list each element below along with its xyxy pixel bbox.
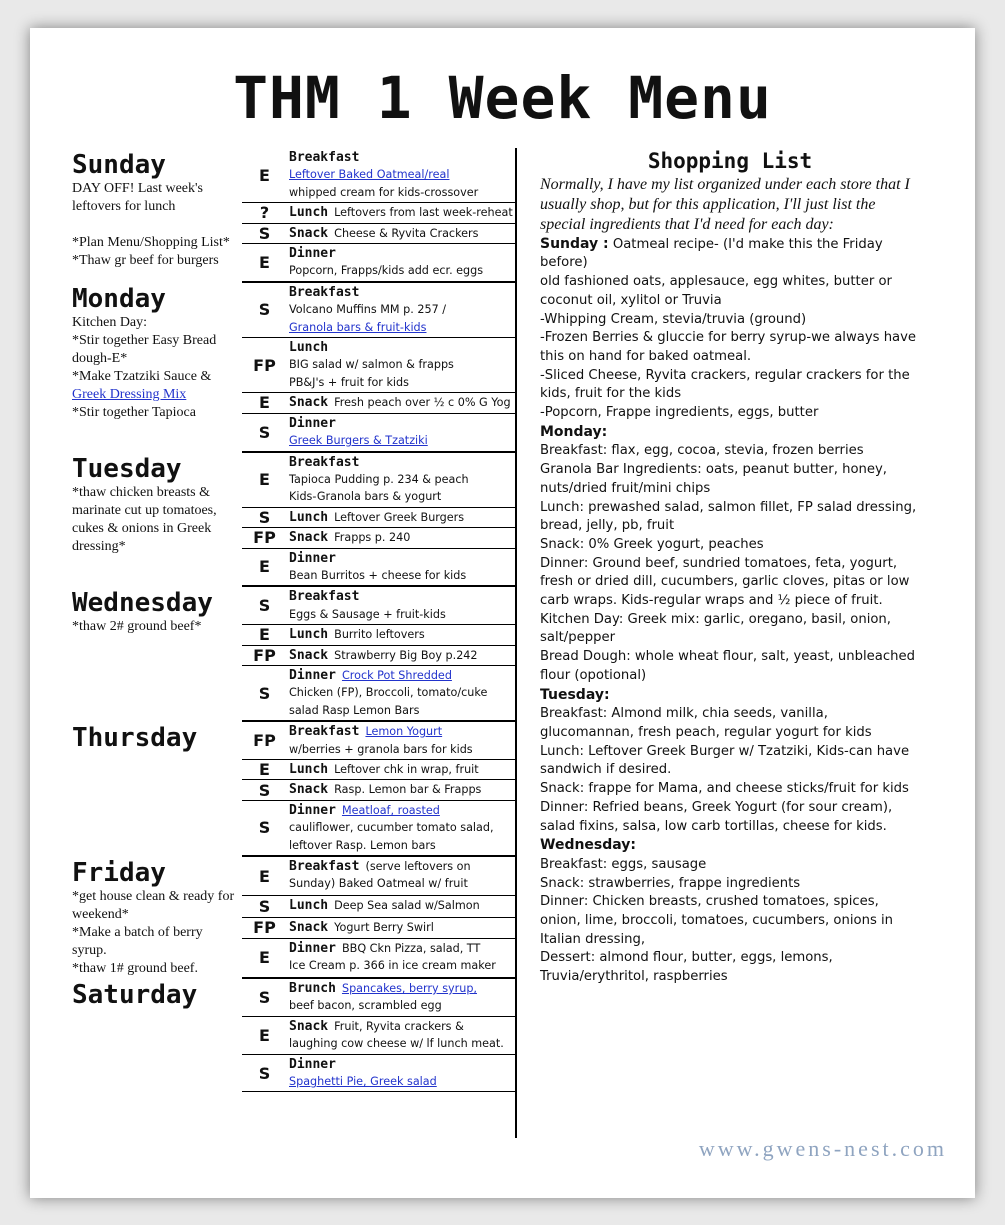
day-note: *Thaw gr beef for burgers <box>72 253 219 268</box>
meal-text: Fruit, Ryvita crackers & <box>334 1019 464 1033</box>
meal-label-line <box>289 454 517 471</box>
day-cell-sunday <box>72 148 242 282</box>
meal-label-line <box>289 509 517 526</box>
meal-cell <box>287 528 517 548</box>
meal-type-code: E <box>242 452 287 508</box>
meal-cell <box>287 917 517 938</box>
meal-cell <box>287 586 517 624</box>
shopping-item: Dinner: Ground beef, sundried tomatoes, feta, yogurt, fresh or dried dill, cucumbers, garlic cloves, pitas or low carb wraps. Kids-regular wraps and ½ piece of fruit. <box>540 555 910 609</box>
meal-text: Deep Sea salad w/Salmon <box>334 899 480 913</box>
day-notes <box>72 618 238 636</box>
day-name: Monday <box>72 283 166 314</box>
meal-label-line <box>289 550 517 567</box>
page-title: THM 1 Week Menu <box>233 64 772 132</box>
meal-text[interactable]: Meatloaf, roasted <box>341 803 440 817</box>
shopping-item: Breakfast: flax, egg, cocoa, stevia, frozen berries <box>540 443 864 459</box>
shopping-item: -Popcorn, Frappe ingredients, eggs, butter <box>540 405 819 421</box>
meal-text: cauliflower, cucumber tomato salad, <box>289 821 494 835</box>
shopping-item: old fashioned oats, applesauce, egg whites, butter or coconut oil, xylitol or Truvia <box>540 274 892 308</box>
meal-cell <box>287 1016 517 1054</box>
meal-text: Sunday) Baked Oatmeal w/ fruit <box>289 877 468 891</box>
meal-label: Lunch <box>289 205 329 221</box>
meal-label: Breakfast <box>289 589 360 605</box>
shopping-section: Sunday : Oatmeal recipe- (I'd make this the Friday before) <box>540 235 883 271</box>
meal-type-code: S <box>242 1054 287 1092</box>
meal-text[interactable]: Crock Pot Shredded <box>341 668 452 682</box>
shopping-section <box>540 686 920 706</box>
day-note: *Make Tzatziki Sauce & <box>72 368 212 384</box>
site-watermark: www.gwens-nest.com <box>698 1136 947 1161</box>
shopping-item: Lunch: Leftover Greek Burger w/ Tzatziki, Kids-can have sandwich if desired. <box>540 743 910 778</box>
meal-cell <box>287 978 517 1016</box>
meal-label-line <box>289 980 517 997</box>
meal-text: salad Rasp Lemon Bars <box>289 703 420 717</box>
menu-page <box>30 28 975 1198</box>
meal-label: Lunch <box>289 509 329 525</box>
day-note: DAY OFF! Last week's leftovers for lunch <box>72 181 203 214</box>
meal-text: whipped cream for kids-crossover <box>289 185 479 199</box>
meal-type-code: E <box>242 938 287 978</box>
menu-row <box>72 282 517 338</box>
shopping-day-heading: Monday: <box>540 423 608 440</box>
day-notes <box>72 484 238 556</box>
meal-label-line <box>289 1056 517 1073</box>
day-name: Saturday <box>72 980 198 1011</box>
day-name: Tuesday <box>72 453 182 484</box>
menu-row <box>72 856 517 896</box>
meal-text: Rasp. Lemon bar & Frapps <box>334 783 482 797</box>
day-note: *Stir together Easy Bread dough-E* <box>72 332 217 366</box>
meal-cell <box>287 938 517 978</box>
meal-label-line <box>289 149 517 166</box>
meal-cell <box>287 223 517 243</box>
day-notes <box>72 314 238 422</box>
meal-text: Burrito leftovers <box>334 628 425 642</box>
meal-cell <box>287 244 517 282</box>
meal-type-code: FP <box>242 645 287 665</box>
day-cell-friday <box>72 856 242 978</box>
day-name: Friday <box>72 858 166 889</box>
meal-text: Bean Burritos + cheese for kids <box>289 568 467 582</box>
meal-label-line <box>289 626 517 643</box>
shopping-item: Dessert: almond flour, butter, eggs, lemons, Truvia/erythritol, raspberries <box>540 950 833 985</box>
shopping-day-heading: Sunday : <box>540 235 609 252</box>
shopping-item: Snack: strawberries, frappe ingredients <box>540 875 801 891</box>
meal-type-code: E <box>242 548 287 586</box>
meal-text: (serve leftovers on <box>365 860 471 874</box>
meal-label-line <box>289 204 517 221</box>
shopping-item: Snack: 0% Greek yogurt, peaches <box>540 536 764 552</box>
meal-cell <box>287 645 517 665</box>
day-note: *Plan Menu/Shopping List* <box>72 235 230 250</box>
meal-label-line <box>289 897 517 914</box>
meal-type-code: FP <box>242 528 287 548</box>
meal-label: Breakfast <box>289 859 360 875</box>
meal-label-line <box>289 667 517 684</box>
day-note: Kitchen Day: <box>72 314 148 330</box>
meal-type-code: S <box>242 223 287 243</box>
meal-cell <box>287 452 517 508</box>
shopping-item: Dinner: Chicken breasts, crushed tomatoes, spices, onion, lime, broccoli, tomatoes, cucumbers, onions in Italian dressing, <box>540 894 894 947</box>
meal-text: Strawberry Big Boy p.242 <box>334 648 478 662</box>
meal-label: Snack <box>289 225 329 241</box>
meal-text: Leftovers from last week-reheat <box>334 206 513 220</box>
meal-type-code: S <box>242 413 287 451</box>
meal-text: w/berries + granola bars for kids <box>289 742 473 756</box>
day-cell-wednesday <box>72 586 242 721</box>
weekly-menu-table <box>72 148 517 1092</box>
meal-text: Eggs & Sausage + fruit-kids <box>289 607 446 621</box>
meal-label: Breakfast <box>289 284 360 300</box>
shopping-section <box>540 836 920 856</box>
meal-type-code: FP <box>242 721 287 759</box>
meal-text: BIG salad w/ salmon & frapps <box>289 358 454 372</box>
shopping-item: Breakfast: eggs, sausage <box>540 856 707 872</box>
meal-text[interactable]: Spancakes, berry syrup, <box>341 982 477 996</box>
meal-label: Dinner <box>289 246 336 262</box>
shopping-list <box>540 149 920 987</box>
meal-type-code: S <box>242 282 287 338</box>
meal-cell <box>287 625 517 645</box>
meal-text: Kids-Granola bars & yogurt <box>289 490 442 504</box>
meal-text: Leftover chk in wrap, fruit <box>334 763 479 776</box>
meal-text: Volcano Muffins MM p. 257 / <box>289 303 447 317</box>
meal-label: Brunch <box>289 981 336 997</box>
meal-label: Lunch <box>289 898 329 914</box>
meal-label: Lunch <box>289 627 329 643</box>
meal-cell <box>287 393 517 413</box>
meal-label-line <box>289 415 517 432</box>
shopping-sections <box>540 235 920 987</box>
meal-cell <box>287 338 517 393</box>
meal-text: Cheese & Ryvita Crackers <box>334 226 479 240</box>
meal-label-line <box>289 858 517 875</box>
meal-label-line <box>289 529 517 546</box>
meal-label-line <box>289 284 517 301</box>
day-cell-monday <box>72 282 242 452</box>
menu-row <box>72 452 517 508</box>
meal-label-line <box>289 1018 517 1035</box>
meal-label: Breakfast <box>289 454 360 470</box>
meal-cell <box>287 780 517 800</box>
meal-cell <box>287 548 517 586</box>
day-note: *Stir together Tapioca <box>72 404 196 420</box>
day-note: *thaw 1# ground beef. <box>72 961 198 977</box>
shopping-item: -Sliced Cheese, Ryvita crackers, regular crackers for the kids, fruit for the kids <box>540 367 910 402</box>
meal-label-line <box>289 225 517 242</box>
meal-label-line <box>289 940 517 957</box>
meal-label-line <box>289 723 517 740</box>
meal-cell <box>287 760 517 780</box>
shopping-item: -Frozen Berries & gluccie for berry syrup-we always have this on hand for baked oatmeal. <box>540 330 917 364</box>
meal-label-line <box>289 781 517 798</box>
meal-type-code: S <box>242 978 287 1016</box>
day-cell-saturday <box>72 978 242 1092</box>
meal-cell <box>287 148 517 203</box>
meal-text: Popcorn, Frapps/kids add ecr. eggs <box>289 264 484 278</box>
day-note: *Make a batch of berry syrup. <box>72 925 203 959</box>
meal-type-code: E <box>242 760 287 780</box>
menu-row <box>72 586 517 624</box>
meal-type-code: E <box>242 393 287 413</box>
meal-label-line <box>289 588 517 605</box>
day-name: Wednesday <box>72 588 213 619</box>
meal-text: Chicken (FP), Broccoli, tomato/cuke <box>289 686 488 700</box>
day-name: Thursday <box>72 723 198 754</box>
meal-type-code: E <box>242 625 287 645</box>
meal-label: Dinner <box>289 415 336 431</box>
meal-type-code: FP <box>242 917 287 938</box>
meal-text: Tapioca Pudding p. 234 & peach <box>289 472 469 486</box>
meal-label-line <box>289 802 517 819</box>
meal-cell <box>287 203 517 223</box>
shopping-item: Lunch: prewashed salad, salmon fillet, FP salad dressing, bread, jelly, pb, fruit <box>540 499 917 534</box>
meal-type-code: S <box>242 896 287 917</box>
meal-text: leftover Rasp. Lemon bars <box>289 838 436 852</box>
shopping-item: Granola Bar Ingredients: oats, peanut butter, honey, nuts/dried fruit/mini chips <box>540 462 887 496</box>
meal-cell <box>287 856 517 896</box>
meal-label: Dinner <box>289 550 336 566</box>
meal-cell <box>287 665 517 721</box>
column-divider <box>515 148 517 1138</box>
meal-label: Snack <box>289 395 329 411</box>
meal-type-code: ? <box>242 203 287 223</box>
meal-cell <box>287 413 517 451</box>
meal-label: Lunch <box>289 340 329 356</box>
meal-cell <box>287 800 517 856</box>
shopping-day-heading: Tuesday: <box>540 686 610 703</box>
meal-text: laughing cow cheese w/ lf lunch meat. <box>289 1037 504 1051</box>
day-note <box>72 216 238 234</box>
meal-type-code: FP <box>242 338 287 393</box>
meal-type-code: E <box>242 244 287 282</box>
shopping-day-heading: Wednesday: <box>540 837 637 854</box>
meal-cell <box>287 1054 517 1092</box>
shopping-item: Kitchen Day: Greek mix: garlic, oregano, basil, onion, salt/pepper <box>540 611 891 646</box>
day-name: Sunday <box>72 150 166 180</box>
day-note: *thaw 2# ground beef* <box>72 619 202 635</box>
day-note: *thaw chicken breasts & marinate cut up tomatoes, cukes & onions in Greek dressing* <box>72 484 217 554</box>
meal-label: Lunch <box>289 762 329 777</box>
meal-label: Dinner <box>289 1056 336 1072</box>
shopping-list-title: Shopping List <box>647 149 813 173</box>
meal-label: Dinner <box>289 940 336 956</box>
meal-text: Ice Cream p. 366 in ice cream maker <box>289 959 496 973</box>
meal-label: Dinner <box>289 802 336 818</box>
meal-text: Yogurt Berry Swirl <box>334 920 434 934</box>
meal-type-code: E <box>242 856 287 896</box>
meal-text: Fresh peach over ½ c 0% G Yog <box>334 396 511 410</box>
meal-cell <box>287 507 517 527</box>
meal-label: Breakfast <box>289 724 360 740</box>
meal-label-line <box>289 339 517 356</box>
meal-type-code: S <box>242 780 287 800</box>
meal-text[interactable]: Lemon Yogurt <box>365 725 443 739</box>
meal-type-code: S <box>242 507 287 527</box>
meal-type-code: S <box>242 586 287 624</box>
meal-text[interactable]: Granola bars & fruit-kids <box>289 320 427 334</box>
meal-text[interactable]: Spaghetti Pie, Greek salad <box>289 1075 437 1089</box>
meal-text: PB&J's + fruit for kids <box>289 375 409 389</box>
shopping-item: Dinner: Refried beans, Greek Yogurt (for sour cream), salad fixins, salsa, low carb tortillas, cheese for kids. <box>540 799 893 834</box>
meal-label-line <box>289 245 517 262</box>
day-cell-tuesday <box>72 452 242 587</box>
day-notes <box>72 888 238 978</box>
meal-label: Snack <box>289 647 329 663</box>
meal-type-code: E <box>242 148 287 203</box>
meal-label-line <box>289 761 517 778</box>
meal-cell <box>287 282 517 338</box>
shopping-list-intro: Normally, I have my list organized under each store that I usually shop, but for this application, I'll just list the special ingredients that I'd need for each day: <box>540 175 910 233</box>
meal-label-line <box>289 919 517 936</box>
meal-label-line <box>289 394 517 411</box>
day-cell-thursday <box>72 721 242 856</box>
meal-text[interactable]: Leftover Baked Oatmeal/real <box>289 168 450 182</box>
meal-text: Frapps p. 240 <box>334 531 411 545</box>
meal-type-code: E <box>242 1016 287 1054</box>
meal-cell <box>287 721 517 759</box>
menu-row <box>72 978 517 1016</box>
shopping-item: Snack: frappe for Mama, and cheese sticks/fruit for kids <box>540 781 909 797</box>
meal-label: Snack <box>289 530 329 546</box>
meal-label-line <box>289 647 517 664</box>
meal-label: Snack <box>289 919 329 935</box>
meal-text: Leftover Greek Burgers <box>334 510 465 524</box>
meal-type-code: S <box>242 800 287 856</box>
meal-label: Snack <box>289 782 329 798</box>
meal-label: Dinner <box>289 667 336 683</box>
meal-text[interactable]: Greek Burgers & Tzatziki <box>289 434 428 448</box>
meal-text: beef bacon, scrambled egg <box>289 999 442 1013</box>
meal-cell <box>287 896 517 917</box>
greek-dressing-link[interactable]: Greek Dressing Mix <box>72 386 187 402</box>
shopping-item: -Whipping Cream, stevia/truvia (ground) <box>540 311 807 327</box>
shopping-section <box>540 423 920 443</box>
meal-label: Breakfast <box>289 150 360 165</box>
shopping-item: Breakfast: Almond milk, chia seeds, vanilla, glucomannan, fresh peach, regular yogurt for kids <box>540 706 872 740</box>
meal-type-code: S <box>242 665 287 721</box>
meal-label: Snack <box>289 1018 329 1034</box>
shopping-item: Bread Dough: whole wheat flour, salt, yeast, unbleached flour (opotional) <box>540 649 915 683</box>
meal-text: BBQ Ckn Pizza, salad, TT <box>341 941 481 955</box>
day-note: *get house clean & ready for weekend* <box>72 889 235 923</box>
menu-row <box>72 721 517 759</box>
menu-row <box>72 148 517 203</box>
day-notes <box>72 180 238 270</box>
